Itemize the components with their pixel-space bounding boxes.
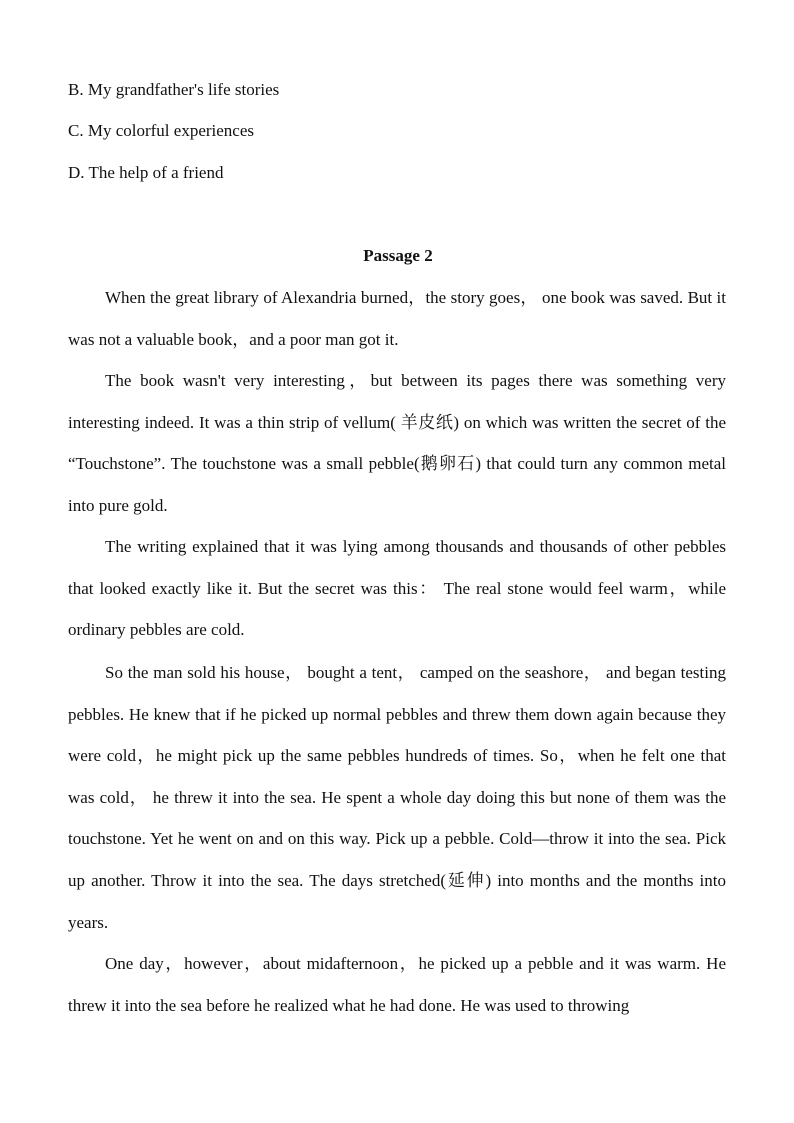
- answer-option-d: D. The help of a friend: [68, 163, 224, 182]
- answer-option-b: B. My grandfather's life stories: [68, 80, 280, 99]
- answer-option-c: C. My colorful experiences: [68, 121, 254, 140]
- passage-paragraph-2: The book wasn't very interesting，but between its pages there was something very interesting indeed. It was a thin strip of vellum( 羊皮纸) on which was written the secret of the “Touchstone”. The touchstone was a small pebble(鹅卵石) that could turn any common metal into pure gold.: [68, 371, 726, 515]
- passage-paragraph-3: The writing explained that it was lying among thousands and thousands of other pebbles that looked exactly like it. But the secret was this： The real stone would feel warm，while ordinary pebbles are cold.: [68, 537, 726, 640]
- passage-paragraph-4: So the man sold his house， bought a tent， camped on the seashore， and began testing pebbles. He knew that if he picked up normal pebbles and threw them down again because they were cold，he might pick up the same pebbles hundreds of times. So，when he felt one that was cold， he threw it into the sea. He spent a whole day doing this but none of them was the touchstone. Yet he went on and on this way. Pick up a pebble. Cold—throw it into the sea. Pick up another. Throw it into the sea. The days stretched(延伸) into months and the months into years.: [68, 663, 726, 932]
- passage-paragraph-1: When the great library of Alexandria burned，the story goes， one book was saved. But it was not a valuable book，and a poor man got it.: [68, 288, 726, 349]
- passage-paragraph-5: One day，however，about midafternoon，he picked up a pebble and it was warm. He threw it into the sea before he realized what he had done. He was used to throwing: [68, 954, 726, 1015]
- passage-title: Passage 2: [363, 246, 433, 265]
